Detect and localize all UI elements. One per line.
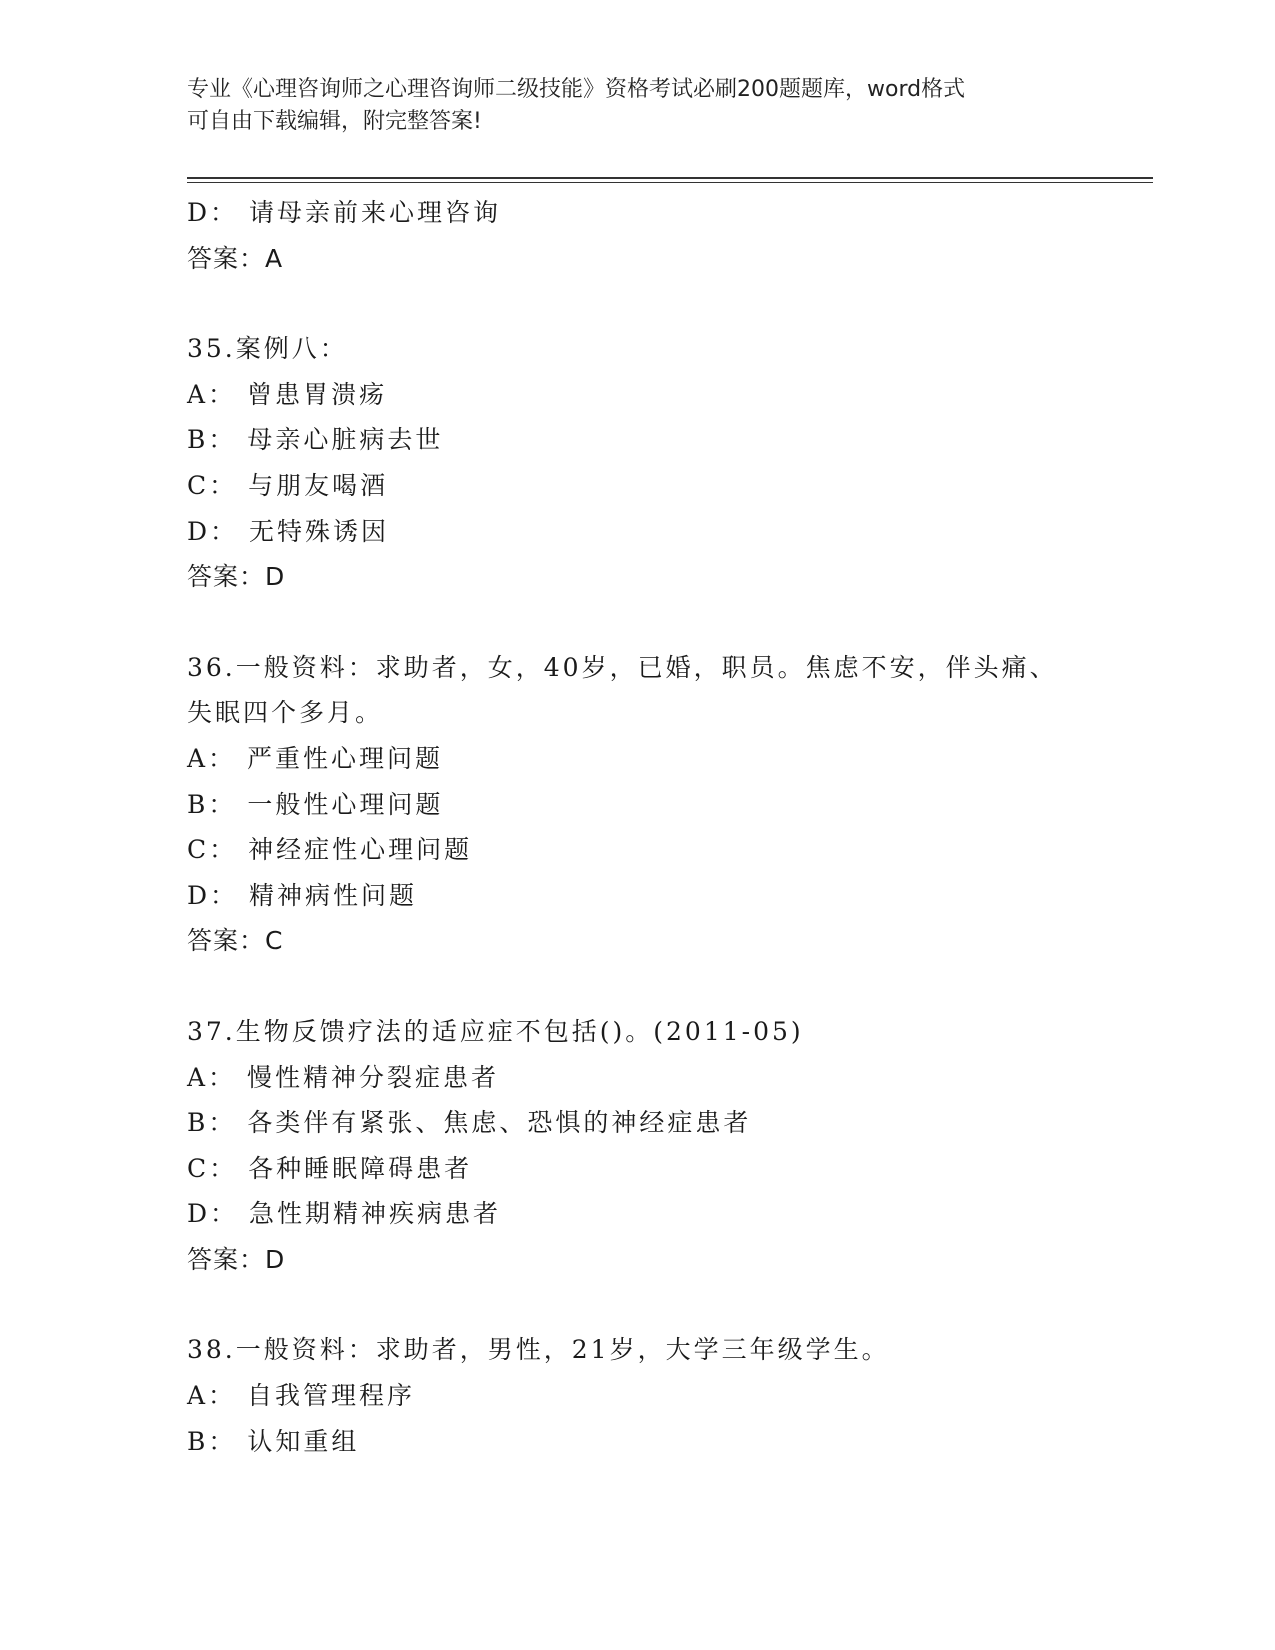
header-line-2: 可自由下载编辑，附完整答案! [187, 109, 482, 134]
option-b: B： 各类伴有紧张、焦虑、恐惧的神经症患者 [187, 1108, 752, 1138]
option-a: A： 自我管理程序 [187, 1381, 416, 1411]
answer: 答案：C [187, 926, 284, 956]
document-header [187, 74, 1087, 138]
option-a: A： 慢性精神分裂症患者 [187, 1062, 500, 1092]
option-b: B： 母亲心脏病去世 [187, 425, 444, 455]
question-stem: 37.生物反馈疗法的适应症不包括()。(2011-05) [187, 1016, 804, 1046]
question-block-35 [187, 326, 1087, 600]
question-list [187, 190, 1087, 1464]
option-c: C： 各种睡眠障碍患者 [187, 1153, 473, 1183]
option-d: D： 请母亲前来心理咨询 [187, 198, 501, 227]
answer: 答案：D [187, 562, 286, 592]
option-d: D： 无特殊诱因 [187, 516, 389, 546]
question-stem: 35.案例八： [187, 334, 348, 364]
question-stem-line-2: 失眠四个多月。 [187, 698, 384, 728]
question-block-38 [187, 1327, 1087, 1464]
answer: 答案：D [187, 1244, 286, 1274]
option-d: D： 急性期精神疾病患者 [187, 1199, 501, 1229]
option-c: C： 与朋友喝酒 [187, 470, 389, 500]
question-block-prev [187, 190, 1087, 281]
header-divider-thin [187, 182, 1153, 183]
option-c: C： 神经症性心理问题 [187, 835, 473, 865]
question-block-36 [187, 645, 1087, 964]
question-block-37 [187, 1009, 1087, 1283]
option-b: B： 一般性心理问题 [187, 789, 444, 819]
question-stem: 38.一般资料：求助者，男性，21岁，大学三年级学生。 [187, 1335, 890, 1365]
header-line-1: 专业《心理咨询师之心理咨询师二级技能》资格考试必刷200题题库，word格式 [187, 77, 966, 102]
answer: 答案：A [187, 243, 284, 273]
option-b: B： 认知重组 [187, 1426, 360, 1456]
question-stem-line-1: 36.一般资料：求助者，女，40岁，已婚，职员。焦虑不安，伴头痛、 [187, 652, 1058, 682]
header-divider-thick [187, 177, 1153, 179]
option-a: A： 严重性心理问题 [187, 743, 444, 773]
option-d: D： 精神病性问题 [187, 880, 417, 910]
option-a: A： 曾患胃溃疡 [187, 379, 388, 409]
